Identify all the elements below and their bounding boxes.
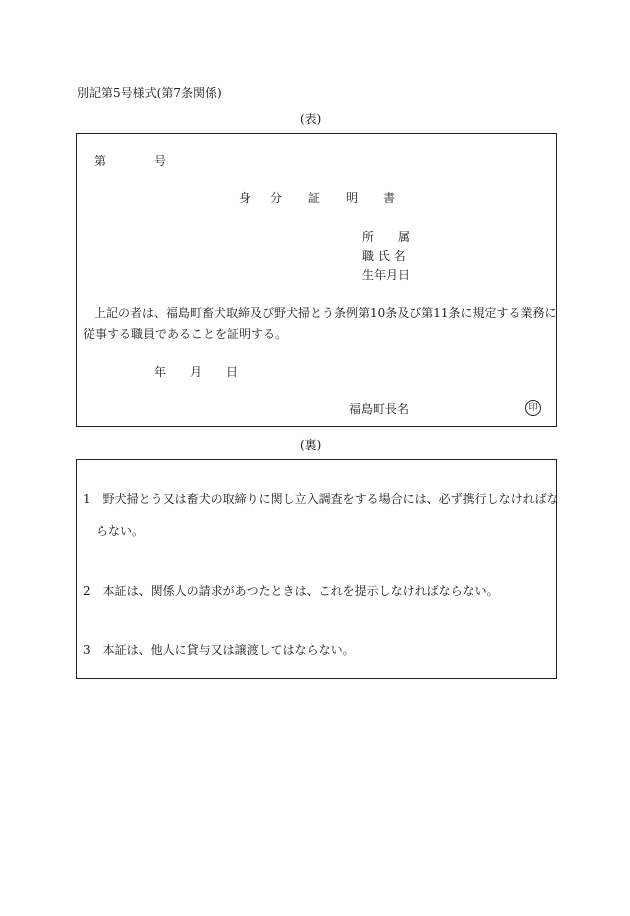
notice-item-1-line2: らない。 [96,524,145,538]
notice-item-2: 2 本証は、関係人の請求があつたときは、これを提示しなければならない。 [83,584,499,598]
issuer-name: 福島町長名 [349,402,410,416]
certification-text-line2: 従事する職員であることを証明する。 [83,327,288,341]
field-birthdate: 生年月日 [362,268,411,282]
back-card [76,459,557,679]
title-char: 書 [383,191,396,205]
notice-item-1-line1: 1 野犬掃とう又は畜犬の取締りに関し立入調査をする場合には、必ず携行しなければな [83,492,559,506]
title-char: 証 [308,191,321,205]
title-char: 分 [270,191,283,205]
title-char: 明 [346,191,359,205]
date-year: 年 [154,365,167,379]
notice-item-3: 3 本証は、他人に貸与又は譲渡してはならない。 [83,643,355,657]
certification-text-line1: 上記の者は、福島町畜犬取締及び野犬掃とう条例第10条及び第11条に規定する業務に [94,306,557,320]
back-side-label: (裏) [300,438,322,452]
title-char: 身 [239,191,252,205]
seal-icon: 印 [525,400,541,416]
form-header: 別記第5号様式(第7条関係) [77,86,222,100]
field-title-name: 職 氏 名 [362,249,406,263]
front-side-label: (表) [300,112,322,126]
number-suffix: 号 [154,154,167,168]
date-month: 月 [190,365,203,379]
number-prefix: 第 [94,154,107,168]
front-card: 第 号 身 分 証 明 書 所 属 職 氏 名 生年月日 上記の者は、福島町畜犬取締及び野犬掃とう条例第10条及び第11条に規定する業務に 従事する職員であることを証明する。 年 月 日 福島町長名 印 [76,133,557,427]
date-day: 日 [226,365,239,379]
